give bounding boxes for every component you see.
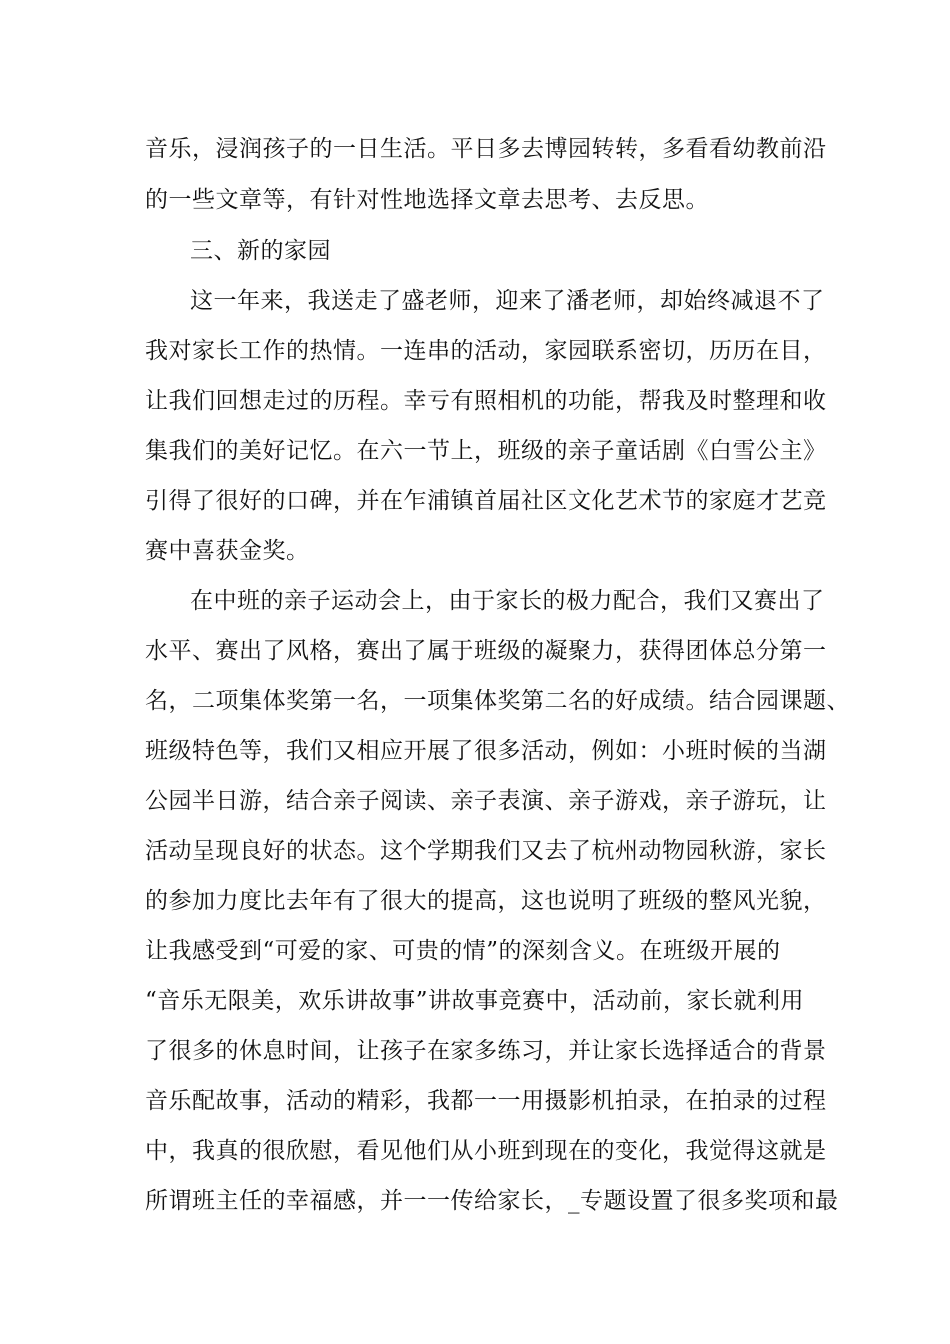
text-line: 让我们回想走过的历程。幸亏有照相机的功能，帮我及时整理和收 [145,388,827,414]
text-line: “音乐无限美，欢乐讲故事”讲故事竞赛中，活动前，家长就利用 [145,988,805,1014]
text-line: 引得了很好的口碑，并在乍浦镇首届社区文化艺术节的家庭才艺竞 [145,488,827,514]
text-line: 这一年来，我送走了盛老师，迎来了潘老师，却始终减退不了 [190,288,825,314]
text-line: 赛中喜获金奖。 [145,538,310,564]
text-line: 的参加力度比去年有了很大的提高，这也说明了班级的整风光貌， [145,888,827,914]
text-line: 了很多的休息时间，让孩子在家多练习，并让家长选择适合的背景 [145,1038,827,1064]
text-line: 让我感受到“可爱的家、可贵的情”的深刻含义。在班级开展的 [145,938,781,964]
text-line: 水平、赛出了风格，赛出了属于班级的凝聚力，获得团体总分第一 [145,638,827,664]
text-line: 集我们的美好记忆。在六一节上，班级的亲子童话剧《白雪公主》 [145,438,827,464]
text-line: 所谓班主任的幸福感，并一一传给家长，_专题设置了很多奖项和最 [145,1188,839,1214]
text-line: 名，二项集体奖第一名，一项集体奖第二名的好成绩。结合园课题、 [145,688,850,714]
text-line: 的一些文章等，有针对性地选择文章去思考、去反思。 [145,187,709,213]
text-line: 音乐，浸润孩子的一日生活。平日多去博园转转，多看看幼教前沿 [145,136,827,162]
section-heading: 三、新的家园 [190,238,331,264]
text-line: 我对家长工作的热情。一连串的活动，家园联系密切，历历在目， [145,338,827,364]
text-line: 中，我真的很欣慰，看见他们从小班到现在的变化，我觉得这就是 [145,1138,827,1164]
text-line: 公园半日游，结合亲子阅读、亲子表演、亲子游戏，亲子游玩，让 [145,788,827,814]
text-line: 音乐配故事，活动的精彩，我都一一用摄影机拍录，在拍录的过程 [145,1088,827,1114]
text-line: 活动呈现良好的状态。这个学期我们又去了杭州动物园秋游，家长 [145,838,827,864]
text-line: 在中班的亲子运动会上，由于家长的极力配合，我们又赛出了 [190,588,825,614]
text-line: 班级特色等，我们又相应开展了很多活动，例如：小班时候的当湖 [145,738,827,764]
